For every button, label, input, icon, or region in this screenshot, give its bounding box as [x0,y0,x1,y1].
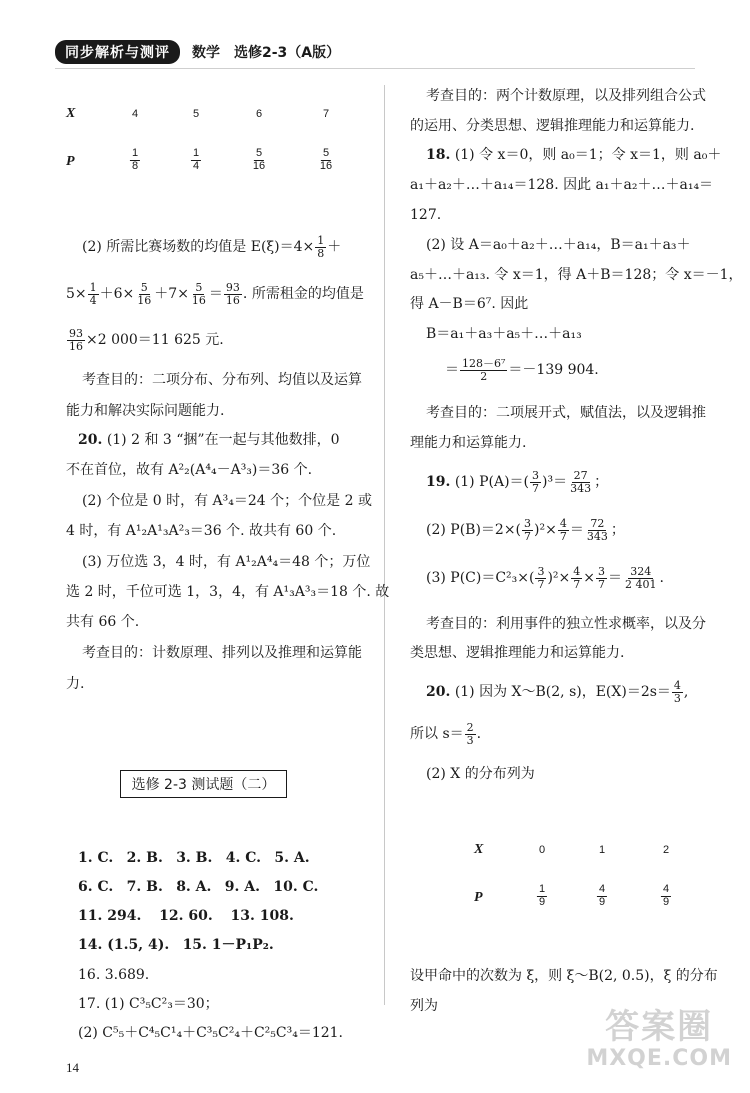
table-p-label: P [66,154,75,169]
table-cell: 5 [192,108,200,120]
text-line: 的运用、分类思想、逻辑推理能力和运算能力. [410,118,695,134]
fraction: $\frac{1}{8}$ [131,147,139,172]
answer-row: 11. 294. 12. 60. 13. 108. [78,908,294,924]
text-line: (2) X 的分布列为 [426,766,535,782]
text-line: 考查目的：两个计数原理，以及排列组合公式 [426,88,706,104]
text-line: 19. (1) P(A)＝( $\frac{3}{7}$ )³＝ $\frac{27}{343}$ ； [426,469,609,495]
answer-row: 6. C. 7. B. 8. A. 9. A. 10. C. [78,879,319,895]
text-line: (3) 万位选 3，4 时，有 A¹₂A⁴₄＝48 个；万位 [82,554,371,570]
fraction: $\frac{4}{9}$ [662,883,670,908]
text-line: 20. (1) 2 和 3 “捆”在一起与其他数排，0 [78,432,340,448]
text-line: 考查目的：计数原理、排列以及推理和运算能 [82,645,362,661]
table-x-label: X [66,106,76,121]
answer-row: 1. C. 2. B. 3. B. 4. C. 5. A. [78,850,310,866]
text-line: 考查目的：二项分布、分布列、均值以及运算 [82,372,362,388]
fraction: $\frac{4}{9}$ [598,883,606,908]
text-line: 选 2 时，千位可选 1，3，4，有 A¹₃A³₃＝18 个. 故 [66,584,390,600]
text-line: 考查目的：利用事件的独立性求概率，以及分 [426,616,706,632]
text-line: 考查目的：二项展开式，赋值法，以及逻辑推 [426,405,706,421]
text-line: ＝ $\frac{\text{128－6⁷}}{2}$ ＝－139 904. [445,357,599,383]
table-p-label: P [474,890,483,905]
text-line: a₅＋…＋a₁₃. 令 x＝1，得 A＋B＝128；令 x＝－1， [410,267,743,283]
text-line: (2) 设 A＝a₀＋a₂＋…＋a₁₄，B＝a₁＋a₃＋ [426,237,691,253]
table-cell: 1 [598,844,606,856]
text-line: 所以 s＝ $\frac{2}{3}$ . [410,721,482,747]
fraction: $\frac{1}{9}$ [538,883,546,908]
text-line: 20. (1) 因为 X～B(2, s)，E(X)＝2s＝ $\frac{4}{3}$ , [426,679,689,705]
table-cell: 2 [662,844,670,856]
text-line: (3) P(C)＝C²₃×( $\frac{3}{7}$ )²× $\frac{4}{7}$ × $\frac{3}{7}$ ＝ $\frac{324}{2 401}$ . [426,565,664,591]
text-line: 得 A－B＝6⁷. 因此 [410,296,529,312]
section-title: 选修 2-3 测试题（二） [120,770,287,798]
text-line: 共有 66 个. [66,614,140,630]
text-line: a₁＋a₂＋…＋a₁₄＝128. 因此 a₁＋a₂＋…＋a₁₄＝ [410,177,714,193]
table-cell: 7 [322,108,330,120]
text-line: 18. (1) 令 x＝0，则 a₀＝1；令 x＝1，则 a₀＋ [426,147,722,163]
site-watermark: 答案圈 MXQE.COM [586,1007,732,1071]
subject-title: 数学 选修2-3（A版） [192,45,341,61]
text-line: 列为 [410,998,438,1014]
header-divider [55,68,695,69]
answer-row: 14. (1.5, 4). 15. 1－P₁P₂. [78,937,274,953]
text-line: 能力和解决实际问题能力. [66,403,225,419]
text-line: 127. [410,207,442,223]
text-line: (2) 个位是 0 时，有 A³₄＝24 个；个位是 2 或 [82,493,372,509]
text-line: 类思想、逻辑推理能力和运算能力. [410,645,625,661]
table-cell: 6 [255,108,263,120]
text-line: 不在首位，故有 A²₂(A⁴₄－A³₃)＝36 个. [66,462,313,478]
fraction: $\frac{5}{16}$ [252,147,266,172]
text-line: 力. [66,676,85,692]
page-number: 14 [66,1060,79,1075]
answer-row: 16. 3.689. [78,967,150,983]
page-header [55,40,340,64]
answer-row: 17. (1) C³₅C²₃＝30； [78,996,219,1012]
answer-row: (2) C⁵₅＋C⁴₅C¹₄＋C³₅C²₄＋C²₅C³₄＝121. [78,1025,344,1041]
text-line: (2) P(B)＝2×( $\frac{3}{7}$ )²× $\frac{4}{7}$ ＝ $\frac{72}{343}$ ； [426,517,625,543]
text-line: (2) 所需比赛场数的均值是 E(ξ)＝4× $\frac{1}{8}$ ＋ [82,234,342,260]
table-x-label: X [474,842,484,857]
table-cell: 0 [538,844,546,856]
table-cell: 4 [131,108,139,120]
series-logo: 同步解析与测评 [55,40,180,64]
column-divider [384,85,385,1005]
fraction: $\frac{5}{16}$ [319,147,333,172]
text-line: 理能力和运算能力. [410,435,527,451]
text-line: 5× $\frac{1}{4}$ ＋6× $\frac{5}{16}$ ＋7× $\frac{5}{16}$ ＝ $\frac{93}{16}$ . 所需租金的均值是 [66,281,364,307]
text-line: 设甲命中的次数为 ξ，则 ξ～B(2, 0.5)，ξ 的分布 [410,968,718,984]
text-line: $\frac{93}{16}$ ×2 000＝11 625 元. [69,327,224,353]
text-line: 4 时，有 A¹₂A¹₃A²₃＝36 个. 故共有 60 个. [66,523,337,539]
fraction: $\frac{1}{4}$ [192,147,200,172]
text-line: B＝a₁＋a₃＋a₅＋…＋a₁₃ [426,326,582,342]
